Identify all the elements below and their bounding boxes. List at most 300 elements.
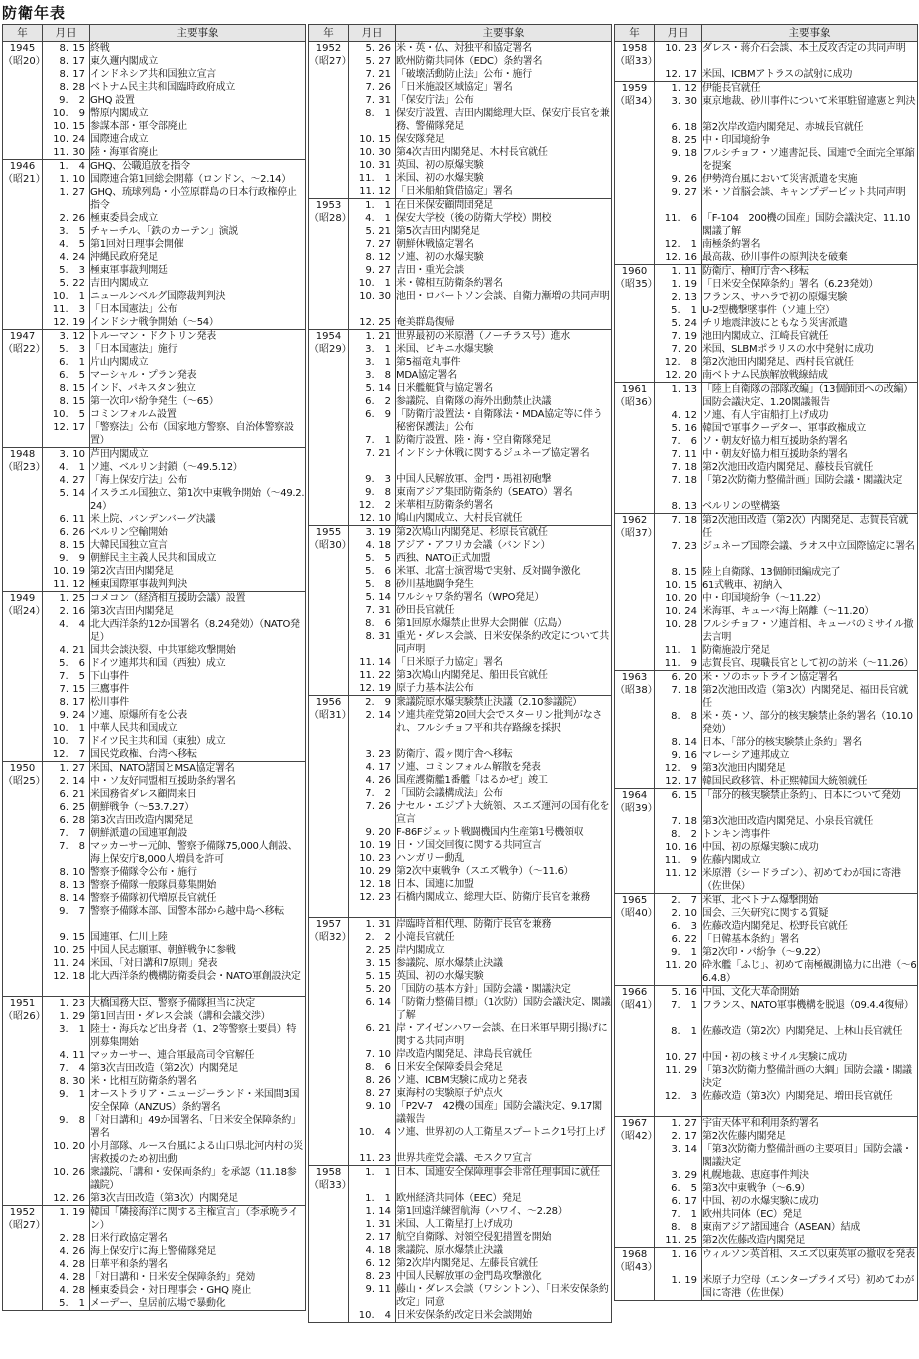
event-text: 「第2次防衛力整備計画」国防会議・閣議決定 [702, 475, 903, 486]
era-value: （昭26） [3, 1011, 46, 1022]
year-group [615, 1248, 918, 1301]
header-year: 年 [3, 25, 43, 42]
era-value: （昭42） [615, 1131, 658, 1142]
event-date: 2. 2 [365, 932, 391, 943]
event-date: 4. 26 [365, 775, 391, 786]
event-text: 「部分的核実験禁止条約」、日本について発効 [702, 790, 901, 801]
event-date: 6. 22 [671, 934, 697, 945]
event-text: 第2次池田改造（第3次）内閣発足、福田長官就任 [702, 685, 909, 709]
date-cell [43, 330, 90, 448]
event-date: 1. 31 [365, 919, 391, 930]
event-date: 9. 1 [59, 1089, 85, 1100]
year-group [3, 448, 306, 592]
event-text: 日米行政協定署名 [90, 1233, 168, 1244]
event-cell [702, 986, 918, 1117]
event-cell [90, 592, 306, 762]
event-text: 東久邇内閣成立 [90, 56, 158, 67]
event-text: 陸上自衛隊、13個師団編成完了 [702, 567, 841, 578]
event-date: 12. 9 [664, 763, 697, 774]
event-date: 11. 20 [665, 960, 697, 971]
event-date: 11. 1 [664, 645, 697, 656]
event-date: 3. 5 [59, 226, 85, 237]
era-value: （昭31） [309, 710, 352, 721]
era-value: （昭34） [615, 96, 658, 107]
event-date: 1. 19 [59, 1207, 85, 1218]
event-text: フランス、NATO軍事機構を脱退（09.4.4復帰） [702, 1000, 914, 1011]
event-date: 8. 23 [365, 1271, 391, 1282]
date-cell [43, 42, 90, 160]
event-text: ソ連、ICBM実験に成功と発表 [396, 1075, 527, 1086]
year-value: 1945 [9, 43, 36, 54]
year-cell [615, 42, 658, 82]
event-date: 11. 25 [665, 1235, 697, 1246]
event-date: 3. 29 [671, 1170, 697, 1181]
event-text: 米・英・ソ、部分的核実験禁止条約署名（10.10発効） [702, 711, 913, 735]
year-group [615, 894, 918, 986]
event-date: 8. 17 [59, 697, 85, 708]
event-text: 「日米安全保障条約」署名（6.23発効） [702, 279, 879, 290]
event-date: 10. 19 [53, 566, 85, 577]
event-date: 4. 5 [59, 239, 85, 250]
event-text: 「国防の基本方針」国防会議・閣議決定 [396, 984, 571, 995]
event-date: 11. 22 [359, 670, 391, 681]
event-text: 「海上保安庁法」公布 [90, 475, 187, 486]
era-value: （昭23） [3, 462, 46, 473]
event-text: 「日本国憲法」公布 [90, 304, 178, 315]
era-value: （昭27） [3, 1220, 46, 1231]
event-date: 12. 3 [664, 1091, 697, 1102]
event-date: 1. 12 [671, 83, 697, 94]
event-text: GHQ、公職追放を指令 [90, 161, 190, 172]
year-value: 1968 [621, 1249, 648, 1260]
event-text: 世界共産党会議、モスクワ宣言 [396, 1153, 532, 1164]
event-cell [396, 199, 612, 330]
year-group [615, 986, 918, 1117]
event-date: 1. 31 [365, 1219, 391, 1230]
event-text: 日本、国連安全保障理事会非常任理事国に就任 [396, 1167, 600, 1178]
event-text: 中華人民共和国成立 [90, 723, 178, 734]
year-value: 1964 [621, 790, 648, 801]
event-text: 参議院、自衛隊の海外出動禁止決議 [396, 396, 552, 407]
event-text: 吉田・重光会談 [396, 265, 464, 276]
event-text: 61式戦車、初納入 [702, 580, 783, 591]
event-text: 第1回対日理事会開催 [90, 239, 184, 250]
event-date: 2. 17 [365, 1232, 391, 1243]
event-date: 8. 13 [671, 501, 697, 512]
event-text: マレーシア連邦成立 [702, 750, 790, 761]
event-text: ジュネーブ国際会議、ラオス中立国際協定に署名 [702, 541, 915, 552]
event-date: 9. 1 [671, 947, 697, 958]
event-cell [702, 1117, 918, 1248]
event-text: 第2次鳩山内閣発足、杉原長官就任 [396, 527, 548, 538]
event-date: 6. 9 [365, 409, 391, 420]
event-date: 8. 1 [365, 108, 391, 119]
header-event: 主要事象 [396, 25, 612, 42]
event-date: 11. 6 [664, 213, 697, 224]
era-value: （昭22） [3, 344, 46, 355]
event-date: 11. 29 [665, 1065, 697, 1076]
event-text: 中国人民解放軍、金門・馬祖初砲撃 [396, 474, 552, 485]
year-value: 1957 [315, 919, 342, 930]
event-date: 11. 24 [53, 958, 85, 969]
event-text: 朝鮮休戦協定署名 [396, 239, 474, 250]
event-date: 3. 19 [365, 527, 391, 538]
event-text: ベトナム民主共和国臨時政府成立 [90, 82, 235, 93]
era-value: （昭36） [615, 397, 658, 408]
event-date: 8. 15 [59, 43, 85, 54]
event-date: 2. 26 [59, 213, 85, 224]
event-text: 防衛庁、霞ヶ関庁舎へ移転 [396, 749, 513, 760]
event-date: 1. 14 [365, 1206, 391, 1217]
event-text: トンキン湾事件 [702, 829, 770, 840]
event-date: 10. 20 [665, 593, 697, 604]
year-cell [3, 330, 46, 448]
event-date: 6. 18 [671, 122, 697, 133]
event-text: 片山内閣成立 [90, 357, 149, 368]
event-date: 7. 4 [59, 1063, 85, 1074]
year-group [3, 762, 306, 997]
event-text: 防衛庁、檜町庁舎へ移転 [702, 266, 809, 277]
event-cell [702, 789, 918, 894]
event-text: 第3次吉田内閣発足 [90, 606, 174, 617]
event-text: 第2次吉田内閣発足 [90, 566, 174, 577]
year-group [3, 997, 306, 1206]
date-cell [43, 592, 90, 762]
date-cell [349, 1166, 396, 1323]
event-date: 4. 18 [365, 1245, 391, 1256]
event-text: 日本、「部分的核実験禁止条約」署名 [702, 737, 862, 748]
event-text: 極東軍事裁判開廷 [90, 265, 168, 276]
era-value: （昭30） [309, 540, 352, 551]
event-date: 12. 23 [359, 892, 391, 903]
year-cell [615, 671, 658, 789]
event-date: 5. 15 [365, 971, 391, 982]
event-text: 東海村の実験原子炉点火 [396, 1088, 503, 1099]
event-text: GHQ、琉球列島・小笠原群島の日本行政権停止指令 [90, 187, 297, 211]
event-text: 防衛庁設置、陸・海・空自衛隊発足 [396, 435, 552, 446]
event-date: 7. 23 [671, 541, 697, 552]
event-text: 東南アジア集団防衛条約（SEATO）署名 [396, 487, 573, 498]
event-text: 米軍、北ベトナム爆撃開始 [702, 895, 818, 906]
event-date: 1. 27 [59, 763, 85, 774]
event-text: 第3次吉田改造（第2次）内閣発足 [90, 1063, 238, 1074]
event-text: 「保安庁法」公布 [396, 95, 474, 106]
event-date: 5. 14 [365, 592, 391, 603]
event-text: ウィルソン英首相、スエズ以東英軍の撤収を発表 [702, 1249, 915, 1260]
event-date: 12. 8 [664, 357, 697, 368]
event-date: 11. 9 [664, 658, 697, 669]
event-date: 7. 18 [671, 816, 697, 827]
year-group [615, 383, 918, 514]
event-date: 10. 1 [358, 278, 391, 289]
event-text: 防衛施設庁発足 [702, 645, 770, 656]
year-cell [3, 1206, 46, 1311]
event-text: インドシナ戦争開始（〜54） [90, 317, 219, 328]
event-text: 警察予備隊本部、国警本部から越中島へ移転 [90, 906, 284, 917]
event-date: 6. 3 [671, 921, 697, 932]
event-date: 9. 3 [365, 474, 391, 485]
event-date: 3. 8 [365, 370, 391, 381]
event-date: 10. 4 [358, 1310, 391, 1321]
event-text: ソ連共産党第20回大会でスターリン批判がなされ、フルシチョフ平和共存路線を採択 [396, 710, 603, 734]
era-value: （昭20） [3, 56, 46, 67]
event-text: 保安大学校（後の防衛大学校）開校 [396, 213, 552, 224]
event-date: 10. 5 [52, 409, 85, 420]
event-cell [90, 42, 306, 160]
date-cell [655, 42, 702, 82]
event-date: 12. 26 [53, 1193, 85, 1204]
header-event: 主要事象 [702, 25, 918, 42]
date-cell [349, 330, 396, 526]
event-text: 保安庁設置、吉田内閣総理大臣、保安庁長官を兼務、警備隊発足 [396, 108, 610, 132]
year-value: 1955 [315, 527, 342, 538]
year-value: 1961 [621, 384, 648, 395]
chronology-table-2 [308, 24, 612, 1323]
date-cell [655, 514, 702, 671]
year-cell [3, 592, 46, 762]
event-date: 5. 16 [671, 987, 697, 998]
year-value: 1946 [9, 161, 36, 172]
event-text: 国会、三矢研究に関する質疑 [702, 908, 829, 919]
year-cell [615, 986, 658, 1117]
event-text: 伊勢湾台風において災害派遣を実施 [702, 174, 858, 185]
event-date: 6. 1 [59, 357, 85, 368]
event-text: 国共会談決裂、中共軍総攻撃開始 [90, 645, 236, 656]
event-text: 第一次印パ紛争発生（〜65） [90, 396, 219, 407]
event-text: 米国、NATO諸国とMSA協定署名 [90, 763, 235, 774]
event-date: 7. 10 [365, 1049, 391, 1060]
date-cell [655, 1117, 702, 1248]
event-text: 終戦 [90, 43, 110, 54]
event-text: 岸・アイゼンハワー会談、在日米軍早期引揚げに関する共同声明 [396, 1023, 608, 1047]
event-text: 海上保安庁に海上警備隊発足 [90, 1246, 217, 1257]
event-date: 3. 10 [59, 449, 85, 460]
event-date: 1. 27 [59, 187, 85, 198]
event-date: 2. 14 [365, 710, 391, 721]
event-text: 「対日講和」49か国署名、「日米安全保障条約」署名 [90, 1115, 301, 1139]
event-text: 米・韓相互防衛条約署名 [396, 278, 503, 289]
event-text: コメコン（経済相互援助会議）設置 [90, 593, 246, 604]
year-cell [309, 918, 352, 1166]
event-date: 10. 1 [52, 291, 85, 302]
event-date: 6. 20 [671, 672, 697, 683]
event-text: ソ連、世界初の人工衛星スプートニク1号打上げ [396, 1127, 606, 1138]
event-date: 3. 30 [671, 96, 697, 107]
event-text: ソ連、ベルリン封鎖（〜49.5.12） [90, 462, 243, 473]
event-date: 10. 1 [52, 723, 85, 734]
event-text: 佐藤改造内閣発足、松野長官就任 [702, 921, 848, 932]
event-text: 「防衛庁設置法・自衛隊法・MDA協定等に伴う秘密保護法」公布 [396, 409, 603, 433]
event-text: 「対日講和・日米安全保障条約」発効 [90, 1272, 255, 1283]
year-cell [309, 199, 352, 330]
event-date: 4. 26 [59, 1246, 85, 1257]
event-text: 中・印国境紛争 [702, 135, 770, 146]
event-text: ソ・朝友好協力相互援助条約署名 [702, 436, 848, 447]
event-date: 6. 5 [671, 1183, 697, 1194]
event-date: 1. 1 [365, 200, 391, 211]
event-date: 6. 25 [59, 802, 85, 813]
event-date: 7. 20 [671, 344, 697, 355]
event-text: 警察予備隊初代増原長官就任 [90, 893, 217, 904]
year-value: 1952 [315, 43, 342, 54]
event-text: 第3次池田内閣発足 [702, 763, 786, 774]
event-date: 8. 15 [59, 383, 85, 394]
event-text: 鳩山内閣成立、大村長官就任 [396, 513, 523, 524]
event-date: 6. 12 [365, 1258, 391, 1269]
event-text: 保安隊発足 [396, 134, 445, 145]
event-text: 中国、初の原爆実験に成功 [702, 842, 819, 853]
year-value: 1962 [621, 515, 648, 526]
event-date: 10. 15 [665, 580, 697, 591]
event-date: 11. 12 [359, 186, 391, 197]
event-text: フルシチョフ・ソ連書記長、国連で全面完全軍縮を提案 [702, 148, 915, 172]
year-cell [309, 696, 352, 918]
event-date: 2. 13 [671, 292, 697, 303]
event-text: ナセル・エジプト大統領、スエズ運河の国有化を宣言 [396, 801, 610, 825]
event-date: 10. 19 [359, 840, 391, 851]
event-date: 8. 8 [671, 1222, 697, 1233]
event-date: 12. 10 [359, 513, 391, 524]
event-text: 「P2V-7 42機の国産」国防会議決定、9.17閣議報告 [396, 1101, 602, 1125]
event-text: 第1回原水爆禁止世界大会開催（広島） [396, 618, 567, 629]
event-date: 7. 15 [59, 684, 85, 695]
era-value: （昭40） [615, 908, 658, 919]
event-text: 米・ソ首脳会談、キャンプデービット共同声明 [702, 187, 906, 198]
event-date: 8. 2 [671, 829, 697, 840]
event-date: 10. 23 [359, 853, 391, 864]
event-cell [396, 330, 612, 526]
event-date: 7. 11 [671, 449, 697, 460]
header-year: 年 [615, 25, 655, 42]
year-cell [615, 1117, 658, 1248]
event-date: 8. 17 [59, 69, 85, 80]
event-text: 米国、初の水爆実験 [396, 173, 484, 184]
event-date: 5. 20 [365, 984, 391, 995]
event-text: フランス、サハラで初の原爆実験 [702, 292, 847, 303]
event-cell [90, 997, 306, 1206]
event-date: 6. 5 [59, 370, 85, 381]
era-value: （昭27） [309, 56, 352, 67]
date-cell [349, 696, 396, 918]
year-value: 1958 [621, 43, 648, 54]
year-value: 1949 [9, 593, 36, 604]
event-date: 12. 2 [358, 500, 391, 511]
event-date: 1. 27 [671, 1118, 697, 1129]
event-date: 2. 28 [59, 1233, 85, 1244]
event-date: 3. 15 [365, 958, 391, 969]
event-date: 6. 21 [365, 1023, 391, 1034]
era-value: （昭33） [615, 56, 658, 67]
event-date: 8. 27 [365, 1088, 391, 1099]
event-date: 3. 1 [59, 1024, 85, 1035]
event-text: チリ地震津波にともなう災害派遣 [702, 318, 848, 329]
event-date: 8. 26 [365, 1075, 391, 1086]
event-text: 「陸上自衛隊の部隊改編」（13個師団への改編）国防会議決定、1.20閣議報告 [702, 384, 913, 408]
era-value: （昭28） [309, 213, 352, 224]
event-text: 韓国で軍事クーデター、軍事政権成立 [702, 423, 866, 434]
event-date: 9. 15 [59, 932, 85, 943]
event-date: 7. 21 [365, 69, 391, 80]
era-value: （昭41） [615, 1000, 658, 1011]
year-value: 1956 [315, 697, 342, 708]
event-date: 4. 24 [59, 252, 85, 263]
event-text: 第2次池田内閣発足、西村長官就任 [702, 357, 854, 368]
event-text: 米国務省ダレス顧問来日 [90, 789, 197, 800]
era-value: （昭43） [615, 1262, 658, 1273]
event-date: 7. 19 [671, 331, 697, 342]
event-cell [702, 671, 918, 789]
event-text: 「日米原子力協定」署名 [396, 657, 503, 668]
event-text: 「日米施設区域協定」署名 [396, 82, 513, 93]
event-date: 10. 24 [665, 606, 697, 617]
year-value: 1951 [9, 998, 36, 1009]
event-text: 中国、文化大革命開始 [702, 987, 799, 998]
event-date: 7. 1 [671, 1209, 697, 1220]
event-text: ダレス・蒋介石会談、本土反攻否定の共同声明 [702, 43, 906, 54]
event-text: 中国、初の水爆実験に成功 [702, 1196, 819, 1207]
event-text: インドシナ休戦に関するジュネーブ協定署名 [396, 448, 590, 459]
chronology-table-3 [614, 24, 918, 1301]
event-text: 朝鮮戦争（〜53.7.27） [90, 802, 194, 813]
year-group [615, 514, 918, 671]
event-date: 10. 23 [665, 43, 697, 54]
date-cell [43, 160, 90, 330]
event-text: 「破壊活動防止法」公布・施行 [396, 69, 532, 80]
event-text: 吉田内閣成立 [90, 278, 149, 289]
event-cell [702, 894, 918, 986]
event-date: 3. 23 [365, 749, 391, 760]
event-date: 6. 28 [59, 815, 85, 826]
event-date: 5. 27 [365, 56, 391, 67]
event-date: 11. 12 [665, 868, 697, 879]
chronology-table-1 [2, 24, 306, 1311]
event-date: 10. 30 [359, 147, 391, 158]
event-text: 東京地裁、砂川事件について米軍駐留違憲と判決 [702, 96, 916, 107]
event-date: 1. 29 [59, 1011, 85, 1022]
event-date: 7. 18 [671, 515, 697, 526]
event-text: 衆議院、原水爆禁止決議 [396, 1245, 503, 1256]
event-text: 中・朝友好協力相互援助条約署名 [702, 449, 848, 460]
event-cell [702, 383, 918, 514]
year-group [309, 330, 612, 526]
event-text: 東南アジア諸国連合（ASEAN）結成 [702, 1222, 861, 1233]
event-cell [702, 514, 918, 671]
event-date: 9. 7 [59, 906, 85, 917]
event-text: 米国、ICBMアトラスの試射に成功 [702, 69, 853, 80]
header-date: 月日 [43, 25, 90, 42]
event-text: 警察予備隊一般隊員募集開始 [90, 880, 217, 891]
event-date: 12. 7 [52, 749, 85, 760]
event-text: 南極条約署名 [702, 239, 761, 250]
event-date: 9. 11 [365, 1284, 391, 1295]
event-date: 6. 14 [365, 997, 391, 1008]
event-text: 幣原内閣成立 [90, 108, 149, 119]
event-date: 9. 24 [59, 710, 85, 721]
event-date: 8. 8 [671, 711, 697, 722]
event-text: 小滝長官就任 [396, 932, 455, 943]
event-text: 「国防会議構成法」公布 [396, 788, 503, 799]
event-date: 7. 18 [671, 462, 697, 473]
event-date: 7. 18 [671, 685, 697, 696]
event-date: 7. 18 [671, 475, 697, 486]
event-cell [396, 696, 612, 918]
year-cell [309, 42, 352, 199]
event-date: 10. 25 [53, 945, 85, 956]
event-text: 第2次佐藤内閣発足 [702, 1131, 786, 1142]
event-date: 5. 14 [59, 488, 85, 499]
event-date: 8. 6 [365, 1062, 391, 1073]
year-value: 1948 [9, 449, 36, 460]
